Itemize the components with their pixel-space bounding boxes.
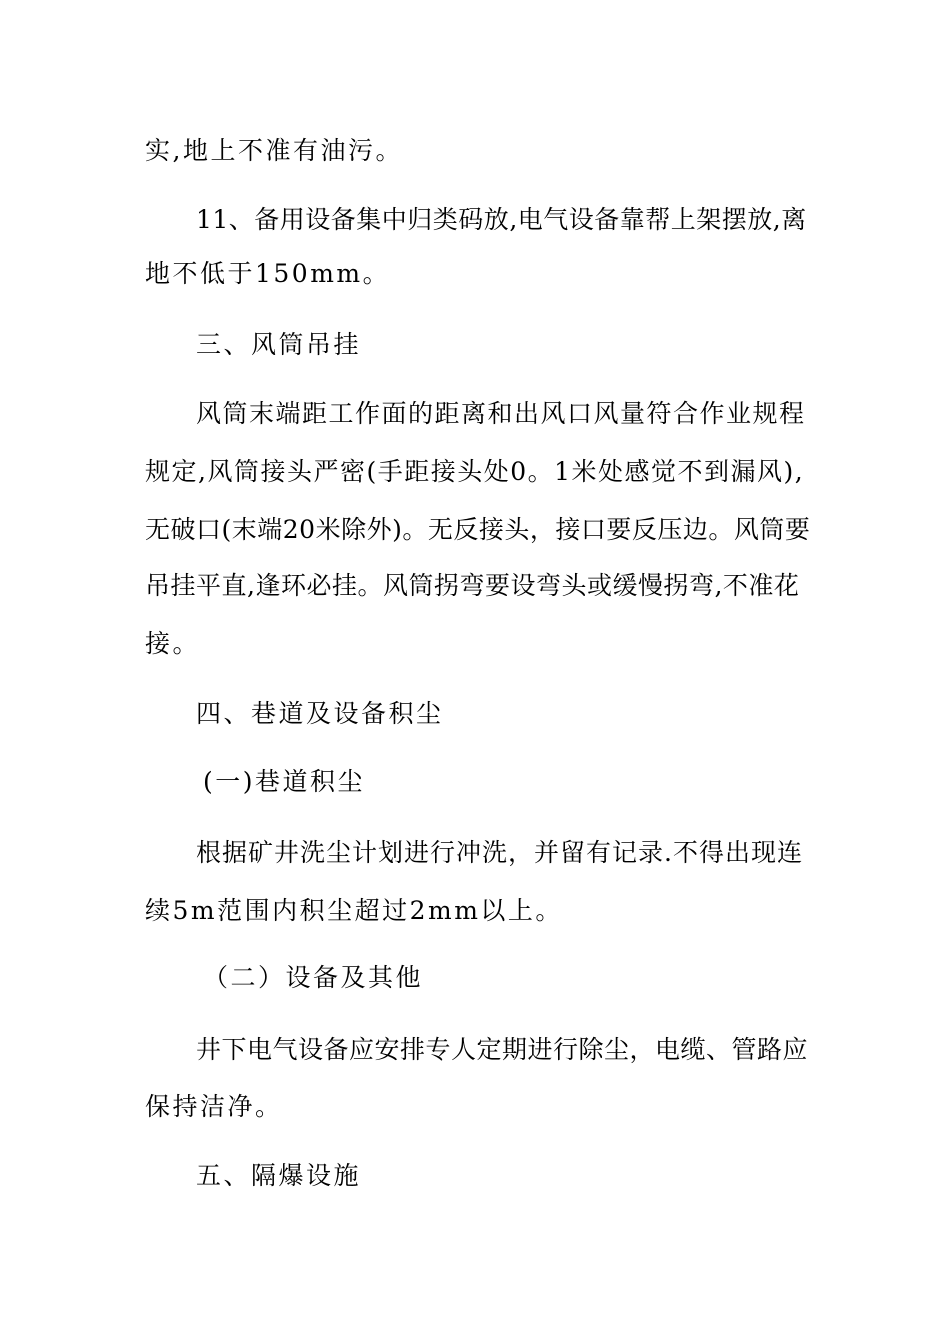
text-line-duct-2: 规定,风筒接头严密(手距接头处0。1米处感觉不到漏风),	[145, 457, 805, 486]
text-line-dust-1: 根据矿井洗尘计划进行冲洗，并留有记录.不得出现连	[196, 838, 803, 867]
section-heading-5: 五、隔爆设施	[196, 1161, 362, 1190]
text-line-duct-3: 无破口(末端20米除外)。无反接头，接口要反压边。风筒要	[145, 515, 811, 544]
section-heading-3: 三、风筒吊挂	[196, 330, 362, 359]
text-line-duct-5: 接。	[145, 629, 201, 658]
text-line-item-11-cont: 地不低于150mm。	[145, 259, 391, 288]
text-line-duct-4: 吊挂平直,逢环必挂。风筒拐弯要设弯头或缓慢拐弯,不准花	[145, 571, 800, 600]
subsection-heading-2: （二）设备及其他	[203, 963, 424, 992]
text-line-equipment-2: 保持洁净。	[145, 1092, 283, 1121]
text-line-duct-1: 风筒末端距工作面的距离和出风口风量符合作业规程	[196, 399, 806, 428]
text-line-item-11: 11、备用设备集中归类码放,电气设备靠帮上架摆放,离	[196, 205, 807, 234]
subsection-heading-1: (一)巷道积尘	[203, 767, 366, 796]
text-line-dust-2: 续5m范围内积尘超过2mm以上。	[145, 896, 563, 925]
section-heading-4: 四、巷道及设备积尘	[196, 699, 444, 728]
text-line-continuation: 实,地上不准有油污。	[145, 136, 403, 165]
text-line-equipment-1: 井下电气设备应安排专人定期进行除尘，电缆、管路应	[196, 1035, 809, 1064]
